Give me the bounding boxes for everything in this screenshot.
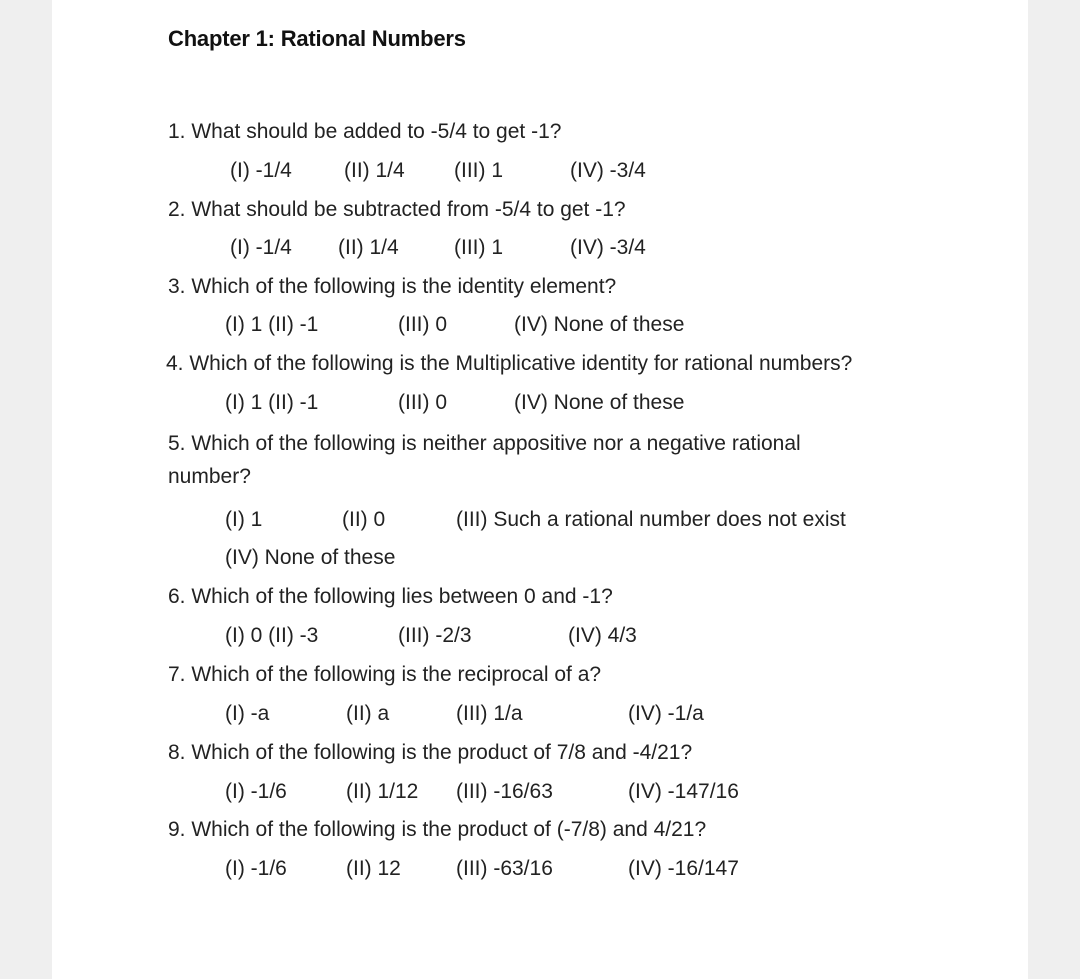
option-4: (IV) None of these	[514, 313, 685, 336]
option-4: (IV) -3/4	[570, 159, 646, 182]
option-1: (I) -1/4	[230, 236, 292, 259]
option-4: (IV) -3/4	[570, 236, 646, 259]
question-6: 6. Which of the following lies between 0 and -1?	[168, 585, 613, 608]
question-2: 2. What should be subtracted from -5/4 to get -1?	[168, 198, 626, 221]
document-page	[52, 0, 1028, 979]
option-4: (IV) -1/a	[628, 702, 704, 725]
question-5-line-2: number?	[168, 465, 251, 488]
question-5-line-1: 5. Which of the following is neither appositive nor a negative rational	[168, 432, 801, 455]
chapter-title: Chapter 1: Rational Numbers	[168, 26, 466, 51]
option-1: (I) -1/6	[225, 857, 287, 880]
option-2: (II) 1/4	[338, 236, 399, 259]
question-8: 8. Which of the following is the product of 7/8 and -4/21?	[168, 741, 693, 764]
question-7: 7. Which of the following is the reciprocal of a?	[168, 663, 602, 686]
option-3: (III) 1	[454, 159, 504, 182]
option-3: (III) 1/a	[456, 702, 523, 725]
option-3: (III) -63/16	[456, 857, 553, 880]
option-4: (IV) None of these	[514, 391, 685, 414]
option-1-2: (I) 1 (II) -1	[225, 391, 319, 414]
option-4: (IV) -147/16	[628, 780, 739, 803]
option-4: (IV) None of these	[225, 546, 396, 569]
question-4: 4. Which of the following is the Multiplicative identity for rational numbers?	[166, 352, 853, 375]
option-2: (II) 0	[342, 508, 386, 531]
option-1: (I) -a	[225, 702, 270, 725]
option-3: (III) 1	[454, 236, 504, 259]
option-4: (IV) 4/3	[568, 624, 637, 647]
option-2: (II) 1/12	[346, 780, 419, 803]
option-3: (III) 0	[398, 313, 448, 336]
option-2: (II) 12	[346, 857, 401, 880]
option-3: (III) -2/3	[398, 624, 472, 647]
option-1-2: (I) 0 (II) -3	[225, 624, 319, 647]
option-1: (I) -1/6	[225, 780, 287, 803]
question-9: 9. Which of the following is the product of (-7/8) and 4/21?	[168, 818, 707, 841]
option-3: (III) Such a rational number does not exist	[456, 508, 846, 531]
option-4: (IV) -16/147	[628, 857, 739, 880]
question-3: 3. Which of the following is the identity element?	[168, 275, 617, 298]
option-1: (I) 1	[225, 508, 263, 531]
option-2: (II) 1/4	[344, 159, 405, 182]
option-2: (II) a	[346, 702, 390, 725]
option-1-2: (I) 1 (II) -1	[225, 313, 319, 336]
option-3: (III) -16/63	[456, 780, 553, 803]
option-3: (III) 0	[398, 391, 448, 414]
option-1: (I) -1/4	[230, 159, 292, 182]
question-1: 1. What should be added to -5/4 to get -1?	[168, 120, 562, 143]
